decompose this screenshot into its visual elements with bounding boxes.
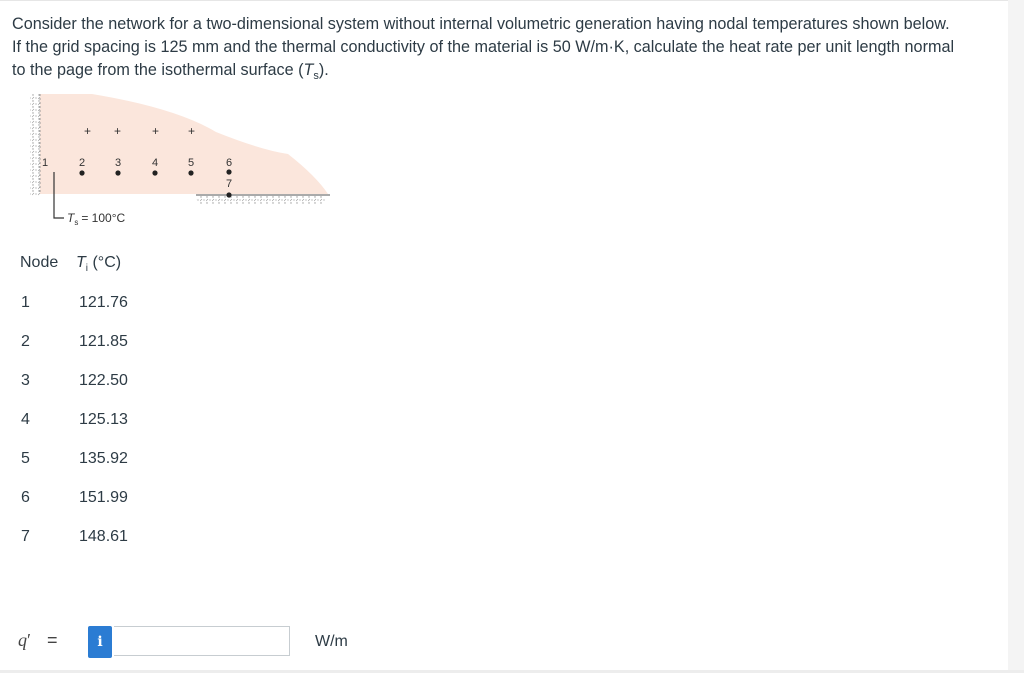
network-figure — [26, 88, 336, 238]
table-cell-node: 1 — [21, 294, 30, 311]
node-dot — [188, 170, 193, 175]
table-cell-temp: 122.50 — [79, 372, 128, 389]
equals-sign: = — [47, 630, 58, 650]
solid-region — [40, 94, 328, 194]
node-dot — [79, 170, 84, 175]
answer-input[interactable] — [114, 626, 290, 656]
table-cell-temp: 148.61 — [79, 528, 128, 545]
table-cell-node: 2 — [21, 333, 30, 350]
question-surface-var: T — [303, 61, 314, 79]
surface-label-value: = 100°C — [81, 211, 126, 225]
top-border — [0, 0, 1008, 5]
table-header-temp-unit: (°C) — [88, 254, 122, 271]
table-cell-temp: 125.13 — [79, 411, 128, 428]
node-label-7: 7 — [226, 178, 233, 190]
info-icon[interactable]: i — [88, 626, 112, 658]
scrollbar-track[interactable] — [1008, 0, 1024, 673]
plus-mark: + — [114, 124, 122, 138]
node-label-4: 4 — [152, 157, 159, 169]
table-cell-node: 6 — [21, 489, 30, 506]
question-line-2: If the grid spacing is 125 mm and the thermal conductivity of the material is 50 W/m·K, calculate the heat rate per unit length normal — [12, 38, 955, 56]
node-label-5: 5 — [188, 157, 195, 169]
node-dot — [226, 192, 231, 197]
table-cell-node: 3 — [21, 372, 30, 389]
question-surface-sub: s — [313, 70, 319, 83]
bottom-hatch — [196, 196, 326, 204]
surface-label — [67, 211, 126, 227]
node-label-3: 3 — [115, 157, 122, 169]
answer-label — [18, 630, 31, 651]
left-hatch-wall — [30, 94, 41, 196]
table-cell-temp: 121.76 — [79, 294, 128, 311]
plus-mark: + — [188, 124, 196, 138]
question-line-1: Consider the network for a two-dimensional system without internal volumetric generation having nodal temperatures shown below. — [12, 15, 950, 33]
surface-label-var: T — [67, 211, 75, 225]
answer-label-var: q — [18, 630, 27, 650]
question-line-3-suffix: ). — [318, 61, 329, 79]
table-header-temp-var: T — [76, 254, 86, 271]
table-cell-temp: 135.92 — [79, 450, 128, 467]
table-cell-node: 7 — [21, 528, 30, 545]
answer-unit: W/m — [315, 633, 348, 650]
question-text — [12, 13, 1002, 88]
table-cell-temp: 151.99 — [79, 489, 128, 506]
question-line-3-prefix: to the page from the isothermal surface ( — [12, 61, 304, 79]
node-label-1: 1 — [42, 157, 49, 169]
table-cell-node: 5 — [21, 450, 30, 467]
plus-mark: + — [84, 124, 92, 138]
node-label-6: 6 — [226, 157, 233, 169]
table-header-temp — [76, 254, 121, 274]
node-dot — [152, 170, 157, 175]
node-dot — [115, 170, 120, 175]
table-cell-temp: 121.85 — [79, 333, 128, 350]
surface-label-sub: s — [74, 218, 79, 227]
node-label-2: 2 — [79, 157, 86, 169]
answer-label-prime: ′ — [27, 630, 31, 650]
table-header-temp-sub: i — [85, 263, 89, 275]
plus-mark: + — [152, 124, 160, 138]
table-cell-node: 4 — [21, 411, 30, 428]
table-header-node: Node — [20, 254, 59, 271]
node-dot — [226, 169, 231, 174]
question-line-3 — [12, 59, 1002, 88]
